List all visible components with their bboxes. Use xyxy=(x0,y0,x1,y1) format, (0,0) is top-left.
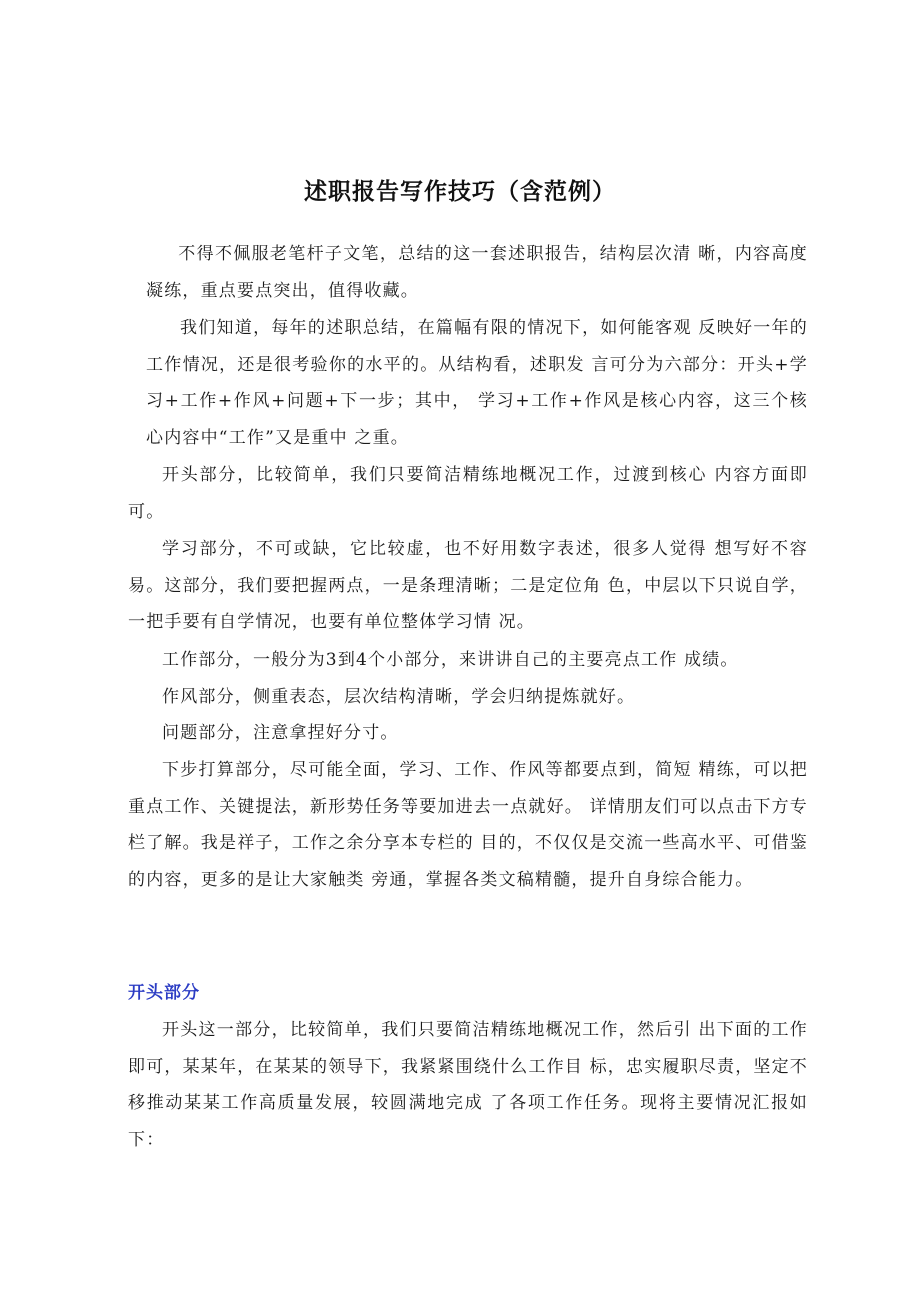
next-step-paragraph: 下步打算部分，尽可能全面，学习、工作、作风等都要点到，简短 精练，可以把重点工作、关键提法，新形势任务等要加进去一点就好。 详情朋友们可以点击下方专栏了解。我是祥子，工作之余分享本专栏的 目的，不仅仅是交流一些高水平、可借鉴的内容，更多的是让大家触类 旁通，掌握各类文稿精髓，提升自身综合能力。 xyxy=(128,760,809,890)
structure-paragraph: 我们知道，每年的述职总结，在篇幅有限的情况下，如何能客观 反映好一年的工作情况，还是很考验你的水平的。从结构看，述职发 言可分为六部分：开头+学习+工作+作风+问题+下一步；其中， 学习+工作+作风是核心内容，这三个核心内容中“工作”又是重中 之重。 xyxy=(146,318,808,448)
intro-paragraph: 不得不佩服老笔杆子文笔，总结的这一套述职报告，结构层次清 晰，内容高度凝练，重点要点突出，值得收藏。 xyxy=(146,244,808,301)
opening-part-paragraph: 开头部分，比较简单，我们只要简洁精练地概况工作，过渡到核心 内容方面即可。 xyxy=(128,465,808,522)
section-opening-paragraph: 开头这一部分，比较简单，我们只要简洁精练地概况工作，然后引 出下面的工作即可，某某年，在某某的领导下，我紧紧围绕什么工作目 标，忠实履职尽责，坚定不移推动某某工作高质量发展，较圆满地完成 了各项工作任务。现将主要情况汇报如下： xyxy=(128,1020,809,1150)
section-heading-opening: 开头部分 xyxy=(128,983,200,1003)
style-part-paragraph: 作风部分，侧重表态，层次结构清晰，学会归纳提炼就好。 xyxy=(162,687,636,707)
work-part-paragraph: 工作部分，一般分为3到4个小部分，来讲讲自己的主要亮点工作 成绩。 xyxy=(162,650,739,670)
problem-part-paragraph: 问题部分，注意拿捏好分寸。 xyxy=(162,723,399,743)
document-title: 述职报告写作技巧（含范例） xyxy=(304,179,616,206)
study-part-paragraph: 学习部分，不可或缺，它比较虚，也不好用数字表述，很多人觉得 想写好不容易。这部分，我们要把握两点，一是条理清晰；二是定位角 色，中层以下只说自学，一把手要有自学情况，也要有单位整体学习情 况。 xyxy=(128,539,809,632)
